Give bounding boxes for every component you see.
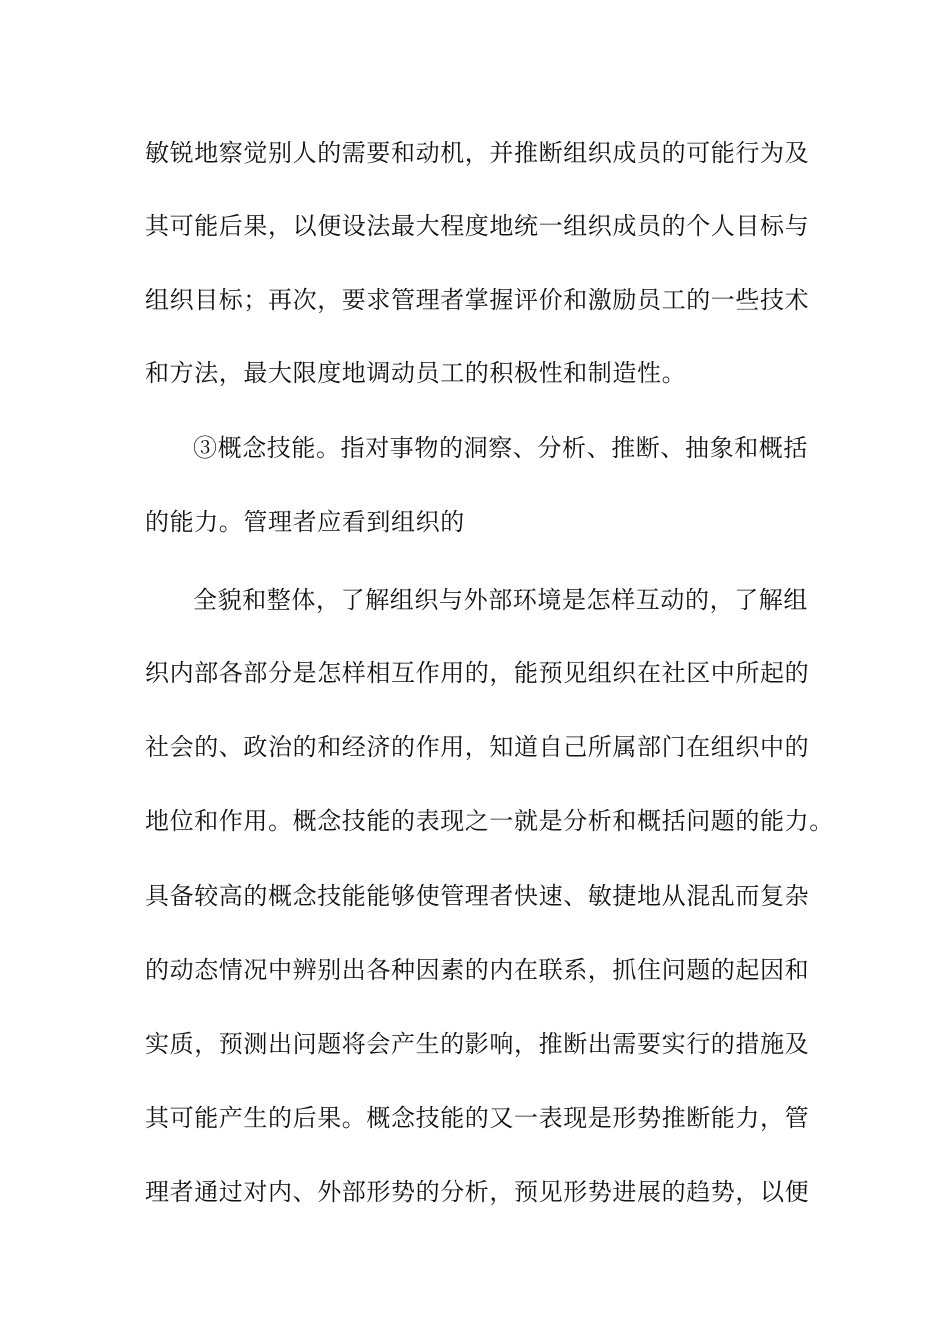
text-line-3: 组织目标；再次，要求管理者掌握评价和激励员工的一些技术 xyxy=(145,286,810,314)
text-line-15: 理者通过对内、外部形势的分析，预见形势进展的趋势，以便 xyxy=(145,1178,810,1206)
text-line-11: 具备较高的概念技能能够使管理者快速、敏捷地从混乱而复杂 xyxy=(145,882,810,910)
text-line-14: 其可能产生的后果。概念技能的又一表现是形势推断能力，管 xyxy=(145,1104,810,1132)
text-line-2: 其可能后果，以便设法最大程度地统一组织成员的个人目标与 xyxy=(145,212,810,240)
text-line-6: 的能力。管理者应看到组织的 xyxy=(145,508,465,536)
text-line-12: 的动态情况中辨别出各种因素的内在联系，抓住问题的起因和 xyxy=(145,956,810,984)
text-line-9: 社会的、政治的和经济的作用，知道自己所属部门在组织中的 xyxy=(145,733,810,761)
text-line-8: 织内部各部分是怎样相互作用的，能预见组织在社区中所起的 xyxy=(145,659,810,687)
text-line-10: 地位和作用。概念技能的表现之一就是分析和概括问题的能力。 xyxy=(145,807,834,835)
text-line-4: 和方法，最大限度地调动员工的积极性和制造性。 xyxy=(145,359,687,387)
text-line-13: 实质，预测出问题将会产生的影响，推断出需要实行的措施及 xyxy=(145,1030,810,1058)
text-line-7: 全貌和整体，了解组织与外部环境是怎样互动的，了解组 xyxy=(193,586,808,614)
text-line-5: ③概念技能。指对事物的洞察、分析、推断、抽象和概括 xyxy=(193,434,808,462)
text-line-1: 敏锐地察觉别人的需要和动机，并推断组织成员的可能行为及 xyxy=(145,139,810,167)
